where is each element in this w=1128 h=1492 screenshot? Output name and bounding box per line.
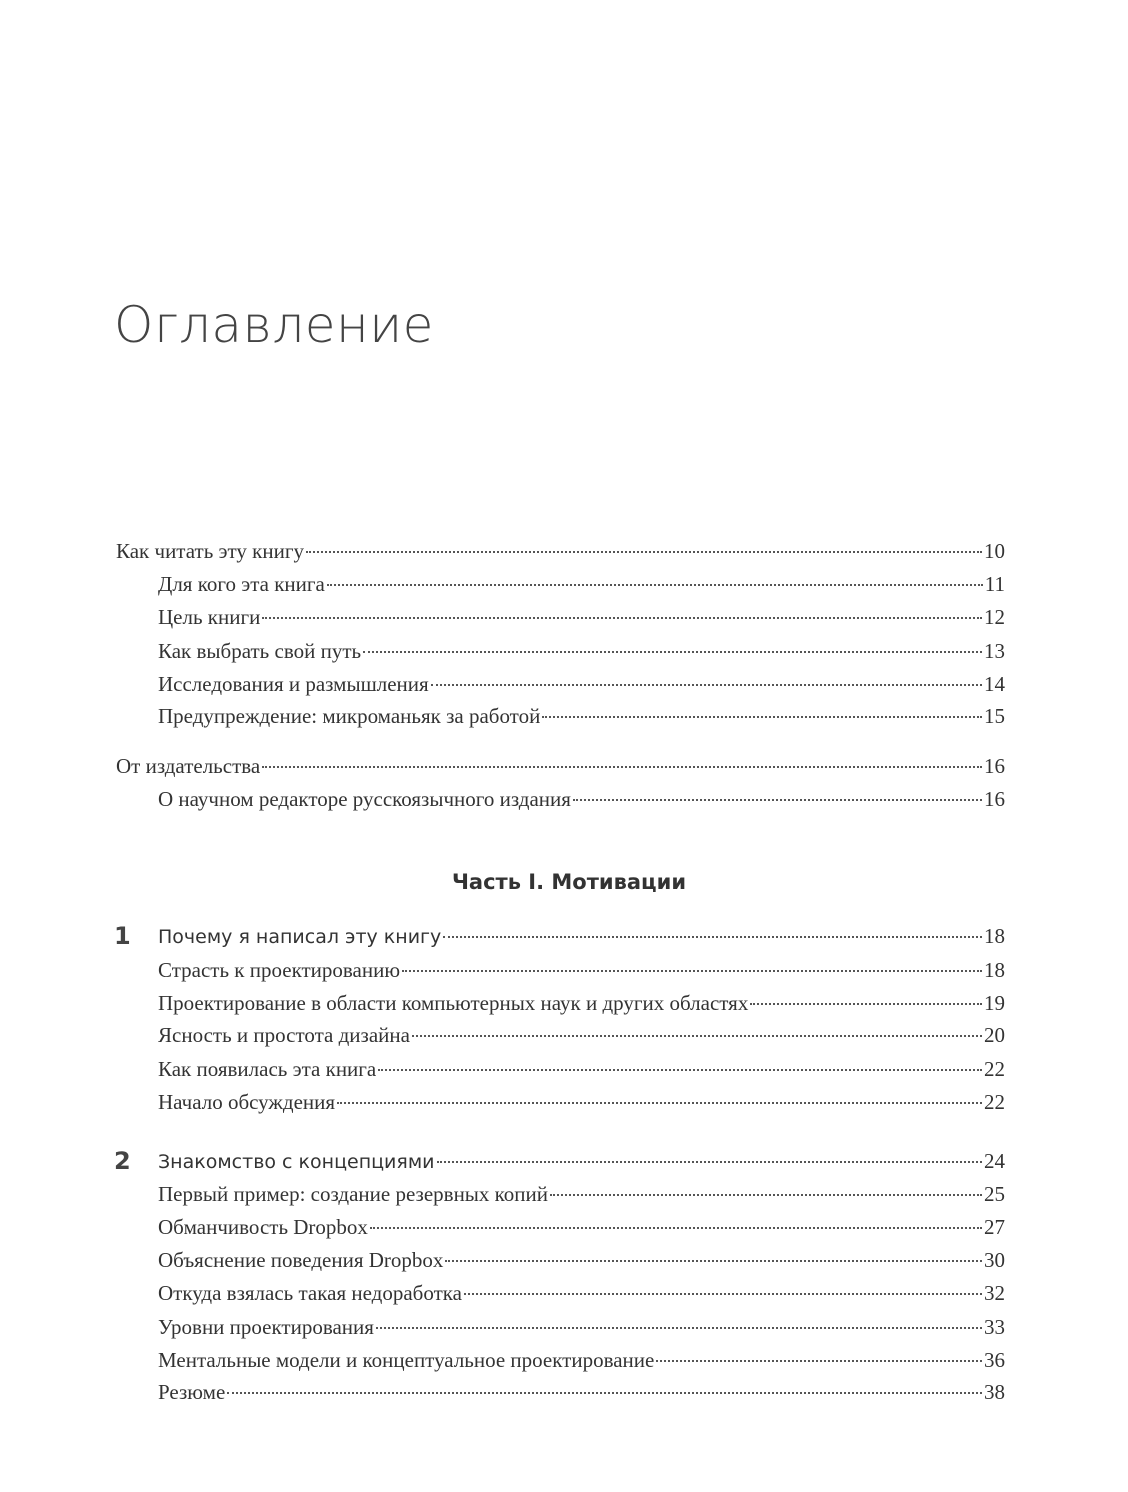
toc-entry-page: 14 [984, 672, 1005, 696]
dot-leader [431, 684, 982, 686]
toc-entry-title: Предупреждение: микроманьяк за работой [158, 704, 541, 728]
toc-entry-title: Проектирование в области компьютерных наук и других областях [158, 991, 749, 1015]
chapter-number: 1 [114, 922, 131, 950]
toc-entry[interactable] [0, 1279, 1005, 1307]
toc-entry-title: Как читать эту книгу [116, 539, 304, 563]
toc-entry-page: 27 [984, 1215, 1005, 1239]
toc-entry-page: 36 [984, 1348, 1005, 1372]
dot-leader [443, 936, 982, 938]
toc-entry[interactable] [0, 956, 1005, 984]
toc-entry-title: От издательства [116, 754, 261, 778]
dot-leader [573, 799, 982, 801]
toc-entry-title: О научном редакторе русскоязычного издания [158, 787, 571, 811]
dot-leader [227, 1392, 982, 1394]
dot-leader [376, 1327, 982, 1329]
toc-entry-title: Объяснение поведения Dropbox [158, 1248, 444, 1272]
page-title: Оглавление [114, 296, 434, 354]
toc-entry[interactable] [0, 702, 1005, 730]
dot-leader [402, 970, 982, 972]
chapter-title: Знакомство с концепциями [158, 1151, 435, 1173]
dot-leader [750, 1003, 982, 1005]
dot-leader [262, 766, 982, 768]
toc-entry[interactable] [0, 1021, 1005, 1049]
toc-entry-page: 16 [984, 787, 1005, 811]
toc-entry[interactable] [0, 1378, 1005, 1406]
dot-leader [437, 1161, 982, 1163]
toc-entry[interactable] [0, 1055, 1005, 1083]
toc-entry-title: Начало обсуждения [158, 1090, 336, 1114]
dot-leader [363, 651, 982, 653]
toc-entry-title: Резюме [158, 1380, 226, 1404]
dot-leader [542, 716, 982, 718]
dot-leader [656, 1360, 982, 1362]
dot-leader [262, 617, 982, 619]
toc-entry-title: Для кого эта книга [158, 572, 325, 596]
chapter-entry[interactable] [0, 922, 1005, 950]
dot-leader [327, 584, 983, 586]
toc-entry-title: Откуда взялась такая недоработка [158, 1281, 462, 1305]
toc-entry-title: Обманчивость Dropbox [158, 1215, 368, 1239]
toc-entry-page: 15 [984, 704, 1005, 728]
toc-entry-page: 10 [984, 539, 1005, 563]
toc-entry-title: Ментальные модели и концептуальное проектирование [158, 1348, 655, 1372]
toc-entry[interactable] [0, 1088, 1005, 1116]
toc-entry-page: 32 [984, 1281, 1005, 1305]
dot-leader [412, 1035, 982, 1037]
toc-entry-title: Ясность и простота дизайна [158, 1023, 410, 1047]
toc-entry-page: 22 [984, 1090, 1005, 1114]
dot-leader [464, 1293, 982, 1295]
toc-entry-page: 25 [984, 1182, 1005, 1206]
toc-entry-title: Исследования и размышления [158, 672, 429, 696]
toc-entry-page: 16 [984, 754, 1005, 778]
toc-entry[interactable] [0, 1180, 1005, 1208]
toc-entry[interactable] [0, 570, 1005, 598]
dot-leader [550, 1194, 982, 1196]
toc-entry[interactable] [0, 1313, 1005, 1341]
toc-entry-page: 18 [984, 958, 1005, 982]
dot-leader [337, 1102, 982, 1104]
toc-entry-page: 19 [984, 991, 1005, 1015]
toc-entry-page: 11 [984, 572, 1005, 596]
toc-entry-title: Как появилась эта книга [158, 1057, 377, 1081]
part-heading: Часть I. Мотивации [451, 870, 687, 894]
toc-entry-title: Цель книги [158, 605, 261, 629]
toc-entry[interactable] [0, 670, 1005, 698]
toc-entry-title: Первый пример: создание резервных копий [158, 1182, 549, 1206]
toc-entry-page: 12 [984, 605, 1005, 629]
toc-entry-page: 38 [984, 1380, 1005, 1404]
toc-entry-page: 33 [984, 1315, 1005, 1339]
toc-entry-title: Как выбрать свой путь [158, 639, 362, 663]
dot-leader [445, 1260, 982, 1262]
toc-entry[interactable] [0, 537, 1005, 565]
toc-entry-page: 30 [984, 1248, 1005, 1272]
chapter-title: Почему я написал эту книгу [158, 926, 442, 948]
toc-entry[interactable] [0, 785, 1005, 813]
toc-entry-page: 20 [984, 1023, 1005, 1047]
dot-leader [370, 1227, 982, 1229]
toc-entry[interactable] [0, 752, 1005, 780]
toc-entry[interactable] [0, 637, 1005, 665]
dot-leader [378, 1069, 982, 1071]
toc-entry[interactable] [0, 1346, 1005, 1374]
toc-entry-title: Страсть к проектированию [158, 958, 401, 982]
toc-entry[interactable] [0, 1246, 1005, 1274]
dot-leader [306, 551, 982, 553]
toc-entry[interactable] [0, 603, 1005, 631]
chapter-page: 24 [984, 1149, 1005, 1173]
toc-entry-page: 13 [984, 639, 1005, 663]
toc-entry-page: 22 [984, 1057, 1005, 1081]
chapter-page: 18 [984, 924, 1005, 948]
toc-entry[interactable] [0, 989, 1005, 1017]
toc-entry-title: Уровни проектирования [158, 1315, 374, 1339]
chapter-entry[interactable] [0, 1147, 1005, 1175]
toc-entry[interactable] [0, 1213, 1005, 1241]
chapter-number: 2 [114, 1147, 131, 1175]
